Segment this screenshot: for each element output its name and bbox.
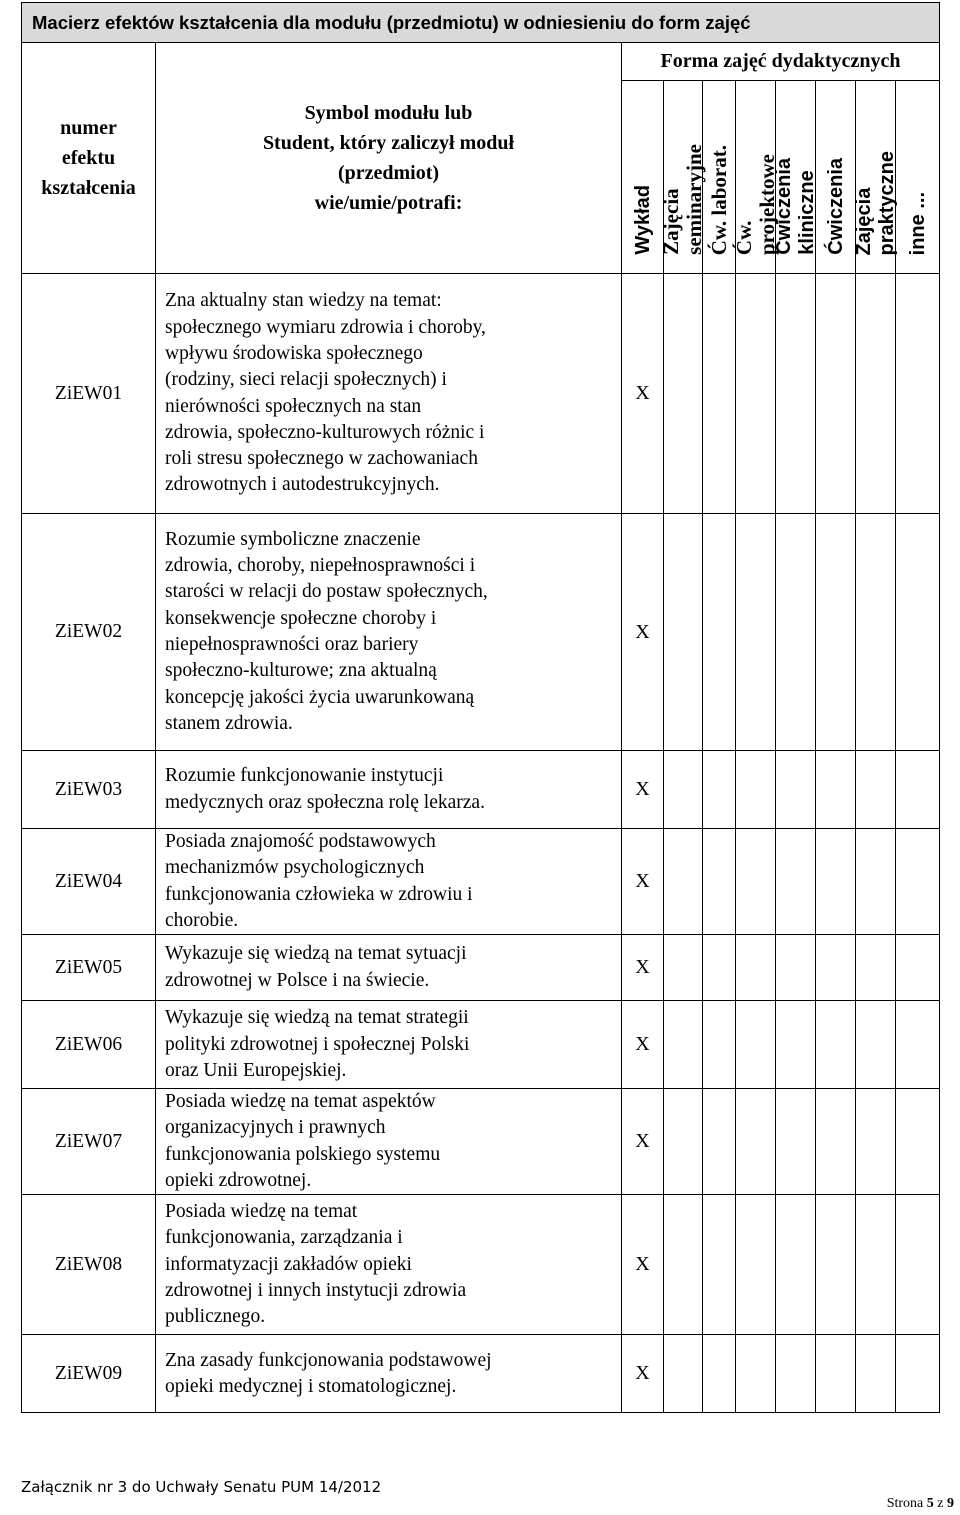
effect-description: [156, 1001, 622, 1089]
form-mark-cell: [896, 829, 940, 935]
form-mark-cell: [736, 1195, 776, 1335]
footer-attachment-note: Załącznik nr 3 do Uchwały Senatu PUM 14/2012: [21, 1478, 382, 1496]
effect-description-line: stanem zdrowia.: [165, 712, 293, 734]
form-mark-cell: [703, 751, 736, 829]
effect-description-line: funkcjonowania polskiego systemu: [165, 1143, 441, 1165]
form-mark-cell: X: [622, 1335, 664, 1413]
form-mark-cell: [664, 751, 703, 829]
effect-description-line: zdrowotnej w Polsce i na świecie.: [165, 969, 430, 991]
effect-description: [156, 935, 622, 1001]
header-module-symbol-line: (przedmiot): [337, 162, 440, 184]
header-form-label: [707, 145, 731, 255]
effect-description-line: (rodziny, sieci relacji społecznych) i: [165, 369, 447, 391]
form-mark-cell: [816, 751, 856, 829]
form-mark-cell: [664, 1001, 703, 1089]
effect-description-line: zdrowotnej i innych instytucji zdrowia: [165, 1280, 467, 1302]
header-form-column: [852, 81, 898, 274]
effect-description: [156, 274, 622, 514]
effect-description-line: koncepcję jakości życia uwarunkowaną: [165, 686, 475, 708]
form-mark-cell: [896, 274, 940, 514]
form-mark-cell: [776, 274, 816, 514]
form-mark-cell: [736, 1335, 776, 1413]
effect-description-line: starości w relacji do postaw społecznych,: [165, 581, 488, 603]
form-mark-cell: [896, 1335, 940, 1413]
effect-description-line: Zna zasady funkcjonowania podstawowej: [165, 1349, 492, 1371]
form-mark-cell: X: [622, 935, 664, 1001]
form-mark-cell: [664, 274, 703, 514]
header-form-label-line: seminaryjne: [682, 144, 706, 255]
form-mark-cell: [703, 514, 736, 751]
header-form-column: [772, 81, 818, 274]
form-mark-cell: [776, 751, 816, 829]
header-form-column: [896, 81, 940, 274]
form-mark-cell: [856, 274, 896, 514]
form-mark-cell: [703, 1195, 736, 1335]
form-mark-cell: [856, 1335, 896, 1413]
form-mark-cell: [776, 935, 816, 1001]
effect-description-line: medycznych oraz społeczna rolę lekarza.: [165, 791, 485, 813]
effect-number: ZiEW09: [22, 1335, 156, 1413]
form-mark-cell: X: [622, 514, 664, 751]
effect-description-line: oraz Unii Europejskiej.: [165, 1059, 347, 1081]
effect-description-line: zdrowotnych i autodestrukcyjnych.: [165, 474, 440, 496]
header-form-column: [659, 81, 706, 274]
form-mark-cell: [896, 514, 940, 751]
form-mark-cell: X: [622, 1195, 664, 1335]
header-form-label: [824, 158, 848, 255]
form-mark-cell: [856, 1089, 896, 1195]
form-mark-cell: [703, 935, 736, 1001]
header-class-forms: Forma zajęć dydaktycznych: [622, 43, 940, 81]
form-mark-cell: [856, 935, 896, 1001]
table-row: [22, 935, 940, 1001]
form-mark-cell: [703, 1001, 736, 1089]
form-mark-cell: [776, 514, 816, 751]
footer-page-sep: z: [937, 1496, 944, 1511]
form-mark-cell: X: [622, 1001, 664, 1089]
form-mark-cell: X: [622, 1089, 664, 1195]
form-mark-cell: [736, 751, 776, 829]
effect-number: ZiEW05: [22, 935, 156, 1001]
effect-description-line: mechanizmów psychologicznych: [165, 857, 425, 879]
header-effect-number-line: kształcenia: [41, 177, 136, 199]
form-mark-cell: [664, 829, 703, 935]
effect-description-line: konsekwencje społeczne choroby i: [165, 607, 437, 629]
effect-number: ZiEW06: [22, 1001, 156, 1089]
effect-description-line: funkcjonowania, zarządzania i: [165, 1227, 403, 1249]
form-mark-cell: X: [622, 751, 664, 829]
form-mark-cell: [664, 514, 703, 751]
form-mark-cell: [703, 829, 736, 935]
effect-description-line: Posiada wiedzę na temat aspektów: [165, 1091, 436, 1113]
effect-description-line: organizacyjnych i prawnych: [165, 1117, 386, 1139]
form-mark-cell: [664, 1089, 703, 1195]
effect-number: ZiEW08: [22, 1195, 156, 1335]
effect-description-line: publicznego.: [165, 1306, 266, 1328]
form-mark-cell: [856, 829, 896, 935]
form-mark-cell: [856, 751, 896, 829]
header-form-label-line: Zajęcia: [659, 188, 683, 255]
form-mark-cell: [703, 1089, 736, 1195]
form-mark-cell: [776, 1335, 816, 1413]
form-mark-cell: [856, 1195, 896, 1335]
header-form-label-line: praktyczne: [875, 150, 898, 255]
header-form-label-line: Ćwiczenia: [824, 158, 847, 255]
form-mark-cell: [816, 1335, 856, 1413]
form-mark-cell: [736, 1001, 776, 1089]
header-form-label-line: Ćw.: [731, 220, 756, 255]
effect-description-line: informatyzacji zakładów opieki: [165, 1253, 412, 1275]
effect-description: [156, 751, 622, 829]
form-mark-cell: [816, 1089, 856, 1195]
form-mark-cell: [664, 1195, 703, 1335]
header-form-label: [906, 192, 930, 255]
header-form-label: [660, 144, 706, 255]
form-mark-cell: [703, 274, 736, 514]
form-mark-cell: [816, 935, 856, 1001]
table-title: Macierz efektów kształcenia dla modułu (przedmiotu) w odniesieniu do form zajęć: [22, 3, 940, 43]
form-mark-cell: [776, 1001, 816, 1089]
form-mark-cell: [736, 514, 776, 751]
footer-page-number: [887, 1496, 954, 1512]
table-row: [22, 1089, 940, 1195]
form-mark-cell: [736, 274, 776, 514]
effect-description-line: Rozumie funkcjonowanie instytucji: [165, 765, 444, 787]
header-form-column: [622, 81, 664, 274]
effect-number: ZiEW01: [22, 274, 156, 514]
effect-description-line: Posiada znajomość podstawowych: [165, 831, 436, 852]
table-row: [22, 1195, 940, 1335]
header-form-label-line: Wykład: [631, 185, 654, 255]
form-mark-cell: [816, 274, 856, 514]
form-mark-cell: [896, 1089, 940, 1195]
effect-number: ZiEW03: [22, 751, 156, 829]
form-mark-cell: [736, 935, 776, 1001]
header-form-label-line: Ćwiczenia: [772, 158, 795, 255]
table-row: [22, 1335, 940, 1413]
form-mark-cell: [664, 1335, 703, 1413]
effect-description: [156, 1195, 622, 1335]
effect-description-line: społecznego wymiaru zdrowia i choroby,: [165, 316, 486, 338]
header-form-label-line: kliniczne: [795, 170, 818, 255]
effect-description-line: Rozumie symboliczne znaczenie: [165, 528, 421, 550]
effect-description: [156, 1335, 622, 1413]
effect-number: ZiEW04: [22, 829, 156, 935]
header-form-label: [631, 185, 655, 255]
header-module-symbol-line: wie/umie/potrafi:: [314, 192, 463, 214]
footer-page-total: 9: [947, 1496, 954, 1511]
form-mark-cell: [816, 514, 856, 751]
effect-description-line: niepełnosprawności oraz bariery: [165, 634, 419, 655]
effect-description-line: opieki medycznej i stomatologicznej.: [165, 1375, 457, 1397]
header-form-label: [853, 151, 899, 256]
effect-description: [156, 829, 622, 935]
footer-page-word: Strona: [886, 1496, 924, 1511]
form-mark-cell: [896, 1195, 940, 1335]
table-row: [22, 829, 940, 935]
table-row: [22, 1001, 940, 1089]
form-mark-cell: [856, 514, 896, 751]
header-module-symbol: [156, 43, 622, 274]
effect-description-line: Wykazuje się wiedzą na temat strategii: [165, 1007, 469, 1029]
header-module-symbol-line: Symbol modułu lub: [304, 102, 473, 124]
table-row: [22, 514, 940, 751]
effect-description-line: opieki zdrowotnej.: [165, 1170, 312, 1192]
effect-number: ZiEW07: [22, 1089, 156, 1195]
form-mark-cell: [896, 1001, 940, 1089]
form-mark-cell: [776, 1089, 816, 1195]
effect-description-line: Posiada wiedzę na temat: [165, 1201, 358, 1223]
form-mark-cell: [856, 1001, 896, 1089]
table-row: [22, 751, 940, 829]
form-mark-cell: [816, 829, 856, 935]
header-form-label-line: inne ...: [906, 191, 929, 255]
effect-description-line: roli stresu społecznego w zachowaniach: [165, 448, 478, 470]
header-form-label-line: Ćw. laborat.: [707, 144, 731, 255]
footer-page-current: 5: [926, 1496, 934, 1511]
effect-description-line: zdrowia, choroby, niepełnosprawności i: [165, 555, 476, 577]
effect-description-line: nierówności społecznych na stan: [165, 395, 422, 417]
header-form-column: [731, 81, 779, 274]
form-mark-cell: [896, 751, 940, 829]
form-mark-cell: [736, 1089, 776, 1195]
form-mark-cell: [896, 935, 940, 1001]
effect-number: ZiEW02: [22, 514, 156, 751]
effect-description-line: polityki zdrowotnej i społecznej Polski: [165, 1033, 470, 1055]
effect-description-line: chorobie.: [165, 909, 239, 931]
effects-matrix-table: [21, 2, 940, 1413]
effect-description-line: społeczno-kulturowe; zna aktualną: [165, 660, 437, 682]
effect-description-line: wpływu środowiska społecznego: [165, 342, 423, 364]
effect-description-line: Wykazuje się wiedzą na temat sytuacji: [165, 943, 467, 965]
header-effect-number-line: efektu: [61, 147, 116, 169]
form-mark-cell: [664, 935, 703, 1001]
form-mark-cell: X: [622, 274, 664, 514]
effect-description-line: zdrowia, społeczno-kulturowych różnic i: [165, 421, 485, 443]
form-mark-cell: [816, 1001, 856, 1089]
header-form-column: [816, 81, 856, 274]
table-row: [22, 274, 940, 514]
form-mark-cell: [816, 1195, 856, 1335]
header-effect-number-line: numer: [60, 117, 117, 139]
header-module-symbol-line: Student, który zaliczył moduł: [262, 132, 515, 154]
header-form-label: [733, 154, 779, 255]
form-mark-cell: [736, 829, 776, 935]
effect-description-line: Zna aktualny stan wiedzy na temat:: [165, 290, 442, 312]
effect-description: [156, 514, 622, 751]
header-form-label-line: Zajęcia: [852, 187, 875, 255]
effect-description: [156, 1089, 622, 1195]
header-form-label-line: projektowe: [754, 153, 779, 255]
form-mark-cell: X: [622, 829, 664, 935]
effect-description-line: funkcjonowania człowieka w zdrowiu i: [165, 883, 473, 905]
form-mark-cell: [703, 1335, 736, 1413]
form-mark-cell: [776, 1195, 816, 1335]
header-form-label: [773, 158, 819, 255]
header-form-column: [703, 81, 736, 274]
header-effect-number: [22, 43, 156, 274]
form-mark-cell: [776, 829, 816, 935]
